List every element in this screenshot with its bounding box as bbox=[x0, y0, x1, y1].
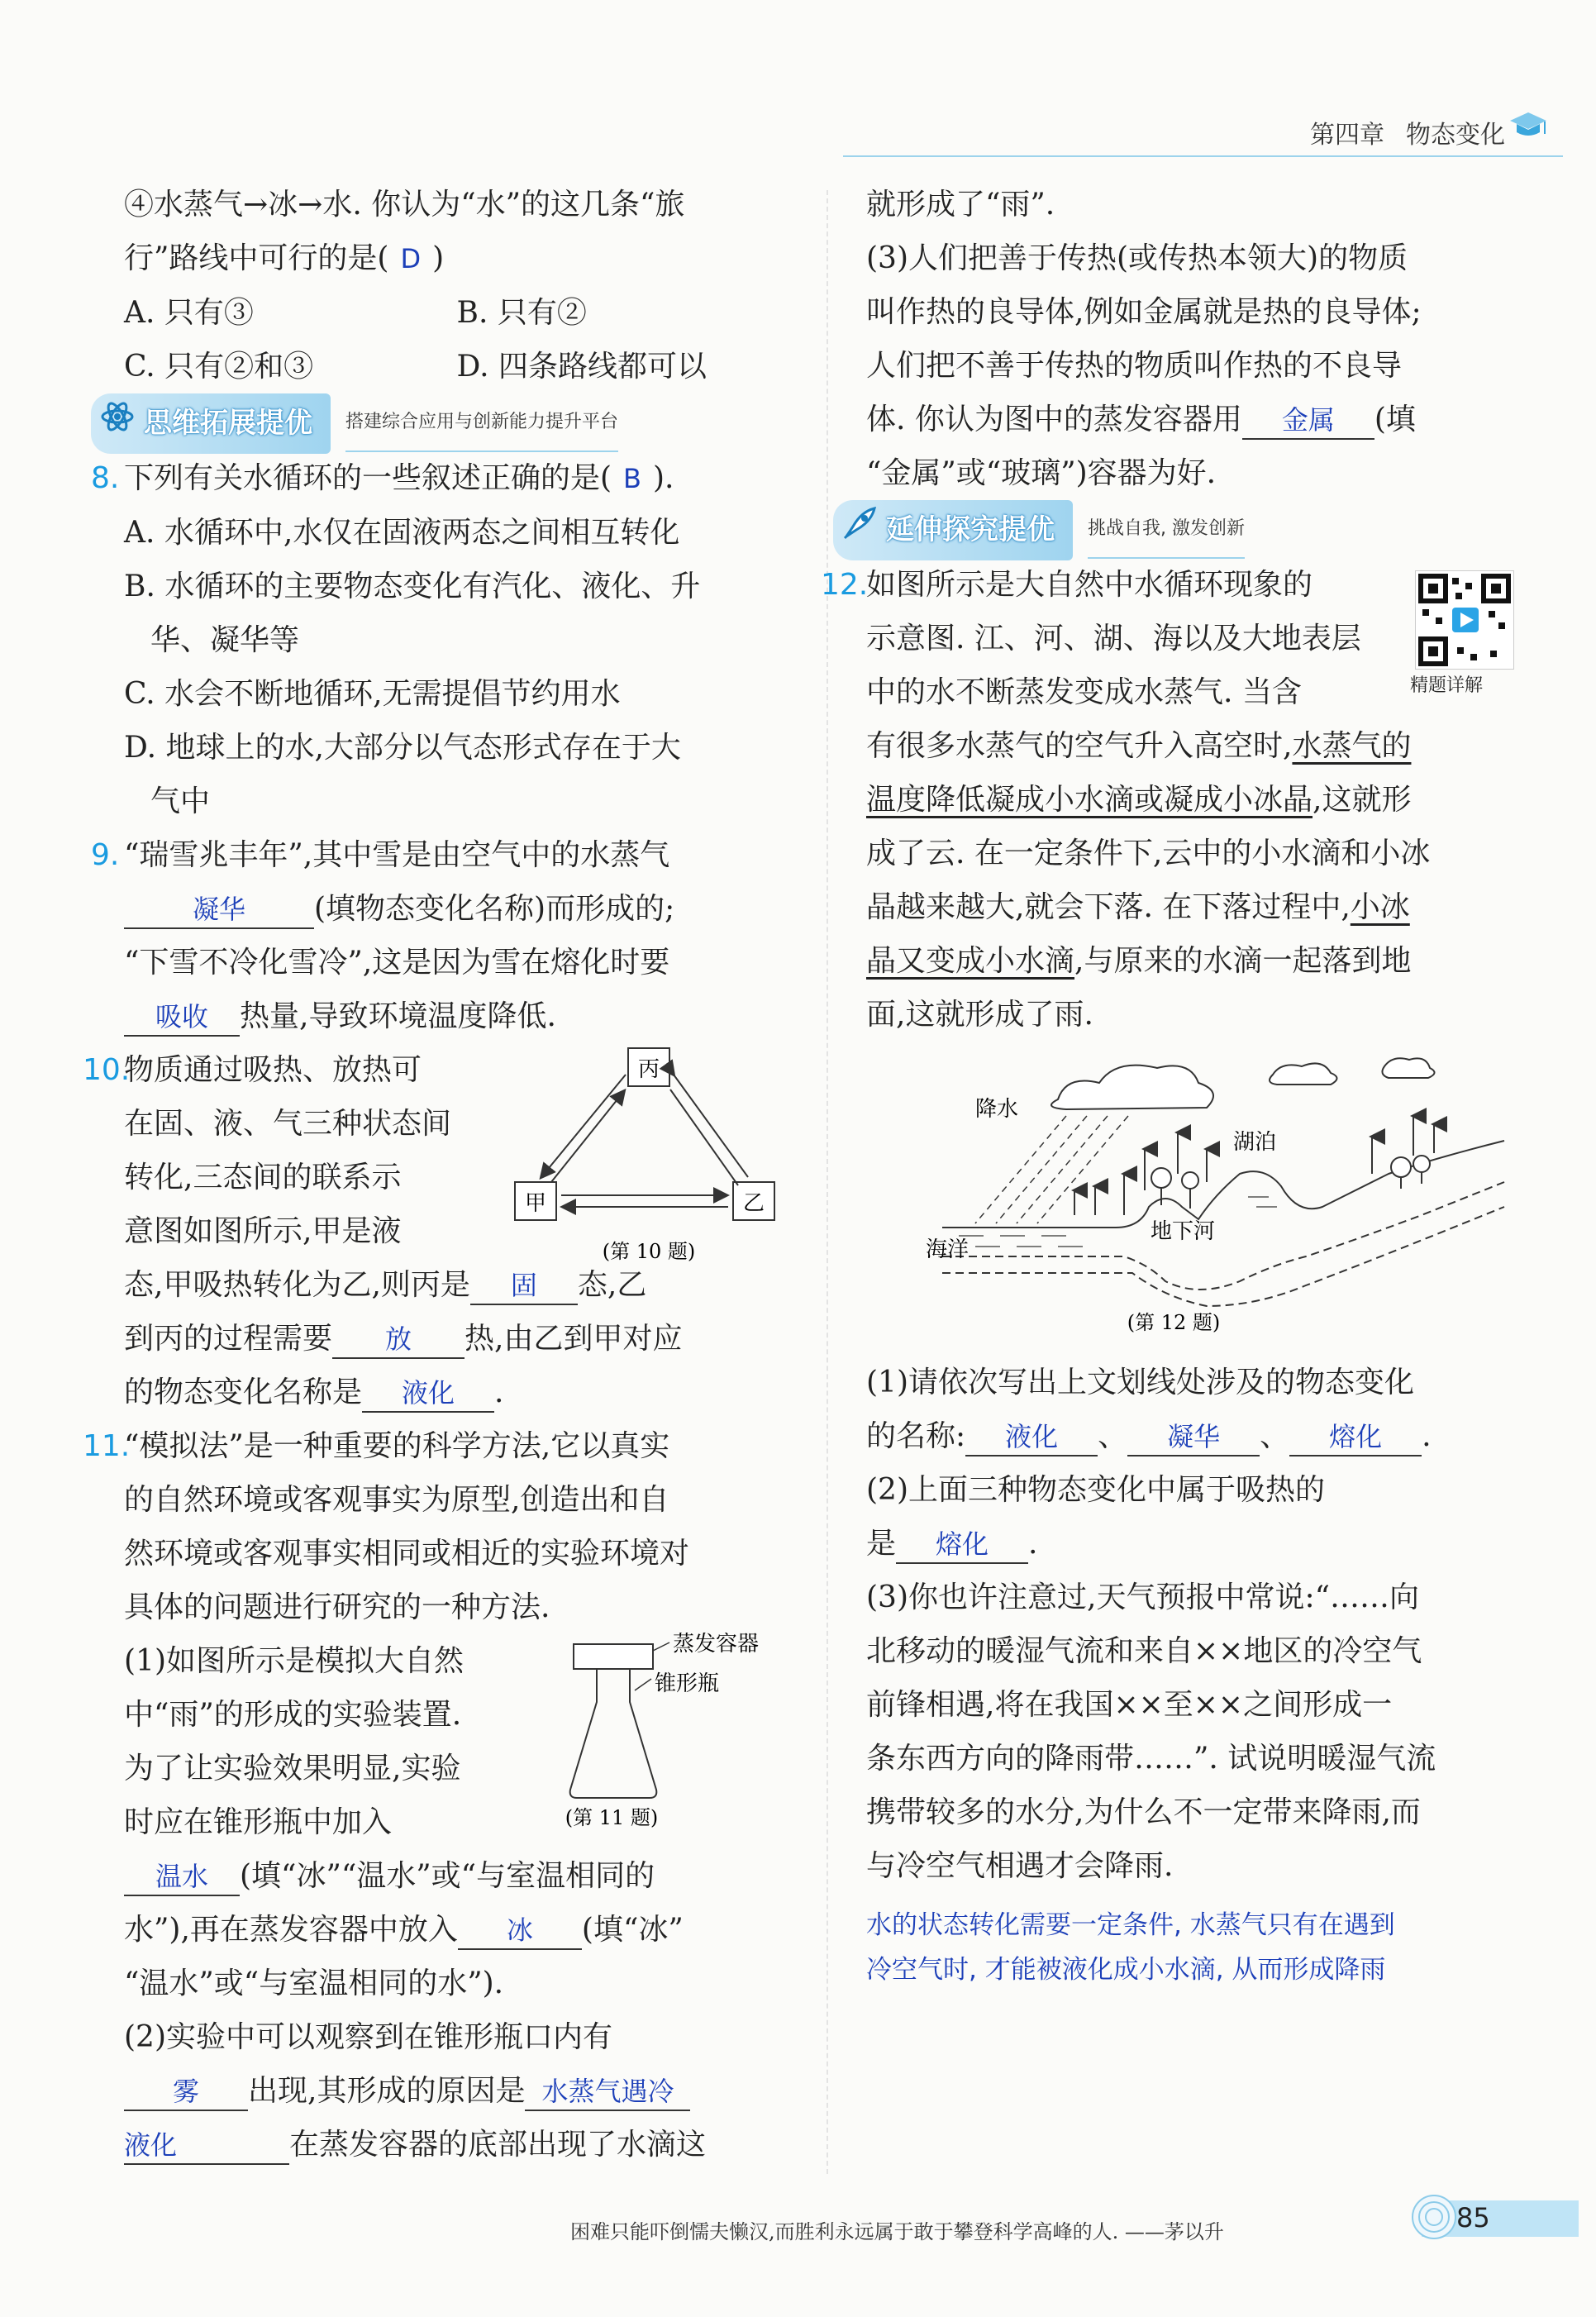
q12-p2-line: 是 熔化 . bbox=[866, 1517, 1519, 1571]
q12-underline-2b: 晶又变成小水滴 bbox=[866, 944, 1075, 978]
q12-underline-1: 水蒸气的 bbox=[1292, 729, 1412, 763]
q11-line: 雾 出现,其形成的原因是 水蒸气遇冷 bbox=[124, 2064, 789, 2118]
q11-p3-line: 人们把不善于传热的物质叫作热的不良导 bbox=[866, 349, 1403, 383]
q11-p3-line: 体. 你认为图中的蒸发容器用 金属 (填 bbox=[866, 393, 1519, 446]
q10-line: 的物态变化名称是 液化 . bbox=[124, 1366, 789, 1419]
q10-answer-3: 液化 bbox=[402, 1377, 455, 1409]
q7-answer: D bbox=[400, 243, 422, 274]
q12-line: 有很多水蒸气的空气升入高空时,水蒸气的 bbox=[866, 729, 1412, 763]
q11-answer-4: 水蒸气遇冷 bbox=[541, 2076, 674, 2107]
q7-line: ④水蒸气→冰→水. 你认为“水”的这几条“旅 bbox=[124, 188, 685, 222]
fig11-label-flask: 锥形瓶 bbox=[655, 1671, 720, 1696]
chapter-title: 物态变化 bbox=[1406, 121, 1505, 150]
option-d: D. 四条路线都可以 bbox=[456, 350, 707, 384]
q12-answer-text: 冷空气时, 才能被液化成小水滴, 从而形成降雨 bbox=[866, 1955, 1386, 1985]
q12-line: 示意图. 江、河、湖、海以及大地表层 bbox=[866, 622, 1361, 656]
q9-line: 9. “瑞雪兆丰年”,其中雪是由空气中的水蒸气 bbox=[91, 838, 670, 872]
q11-cont-line: 就形成了“雨”. bbox=[866, 188, 1055, 222]
column-divider bbox=[827, 190, 828, 2174]
qr-caption: 精题详解 bbox=[1410, 675, 1484, 696]
q11-line: 11.“模拟法”是一种重要的科学方法,它以真实 bbox=[83, 1429, 670, 1463]
q12-p3-line: 条东西方向的降雨带……”. 试说明暖湿气流 bbox=[866, 1742, 1436, 1776]
q11-line: “温水”或“与室温相同的水”). bbox=[124, 1967, 504, 2000]
qr-code[interactable] bbox=[1415, 570, 1514, 670]
header-rule bbox=[843, 155, 1563, 157]
fig12-label-lake: 湖泊 bbox=[1233, 1130, 1277, 1155]
q11-p3-line: “金属”或“玻璃”)容器为好. bbox=[866, 456, 1217, 490]
q8-stem: 8. 下列有关水循环的一些叙述正确的是( B ). bbox=[91, 461, 674, 495]
q9-line: “下雪不冷化雪冷”,这是因为雪在熔化时要 bbox=[124, 946, 670, 980]
q11-p3-line: 叫作热的良导体,例如金属就是热的良导体; bbox=[866, 295, 1422, 329]
section-banner-thinking bbox=[91, 397, 789, 450]
q12-p3-line: 携带较多的水分,为什么不一定带来降雨,而 bbox=[866, 1795, 1421, 1829]
q10-answer-1: 固 bbox=[510, 1270, 537, 1301]
q11-line: 的自然环境或客观事实为原型,创造出和自 bbox=[124, 1483, 669, 1517]
q11-line: 时应在锥形瓶中加入 bbox=[124, 1805, 393, 1839]
fig11-label-container: 蒸发容器 bbox=[673, 1633, 760, 1657]
q7-options-row bbox=[124, 286, 789, 340]
fig12-label-rain: 降水 bbox=[975, 1097, 1019, 1122]
q12-p2-line: (2)上面三种物态变化中属于吸热的 bbox=[866, 1473, 1325, 1507]
q10-answer-2: 放 bbox=[385, 1323, 412, 1355]
q12-line: 温度降低凝成小水滴或凝成小冰晶,这就形 bbox=[866, 783, 1412, 817]
q11-line: 然环境或客观事实相同或相近的实验环境对 bbox=[124, 1537, 690, 1571]
fig10-label-jia: 甲 bbox=[524, 1191, 547, 1216]
q11-p3-line: (3)人们把善于传热(或传热本领大)的物质 bbox=[866, 241, 1408, 275]
page-number: 85 bbox=[1456, 2202, 1490, 2234]
q12-answer-text: 水的状态转化需要一定条件, 水蒸气只有在遇到 bbox=[866, 1910, 1395, 1940]
q8-option-d-cont: 气中 bbox=[150, 784, 211, 818]
q7-options-row bbox=[124, 340, 789, 393]
fig10-label-bing: 丙 bbox=[637, 1057, 660, 1082]
q11-line: 液化 在蒸发容器的底部出现了水滴这 bbox=[124, 2118, 789, 2172]
banner-subtitle: 挑战自我, 激发创新 bbox=[1088, 502, 1245, 559]
q8-option-c: C. 水会不断地循环,无需提倡节约用水 bbox=[124, 677, 621, 711]
fig12-caption: (第 12 题) bbox=[1127, 1311, 1221, 1334]
q12-line: 中的水不断蒸发变成水蒸气. 当含 bbox=[866, 675, 1302, 709]
qr-pattern bbox=[1416, 571, 1513, 669]
q10-line: 到丙的过程需要 放 热,由乙到甲对应 bbox=[124, 1312, 789, 1366]
q12-underline-2: 小冰 bbox=[1350, 890, 1410, 924]
q10-line: 10.物质通过吸热、放热可 bbox=[83, 1053, 422, 1087]
q9-line: 吸收 热量,导致环境温度降低. bbox=[124, 989, 789, 1043]
q10-line: 意图如图所示,甲是液 bbox=[124, 1214, 402, 1248]
option-b: B. 只有② bbox=[456, 296, 587, 330]
q11-line: 水”),再在蒸发容器中放入 冰 (填“冰” bbox=[124, 1903, 789, 1957]
q11-line: 具体的问题进行研究的一种方法. bbox=[124, 1590, 550, 1624]
q12-line: 面,这就形成了雨. bbox=[866, 998, 1093, 1032]
q10-line: 态,甲吸热转化为乙,则丙是 固 态,乙 bbox=[124, 1258, 789, 1312]
q12-line: 晶又变成小水滴,与原来的水滴一起落到地 bbox=[866, 944, 1412, 978]
q12-p3-line: 北移动的暖湿气流和来自××地区的冷空气 bbox=[866, 1634, 1422, 1668]
section-banner-extend bbox=[833, 503, 1519, 556]
q12-line: 12.如图所示是大自然中水循环现象的 bbox=[821, 568, 1313, 602]
q9-line: 凝华 (填物态变化名称)而形成的; bbox=[124, 882, 789, 936]
rocket-icon bbox=[841, 505, 878, 541]
q12-answer-4: 熔化 bbox=[936, 1528, 989, 1560]
q11-line: 为了让实验效果明显,实验 bbox=[124, 1752, 461, 1785]
footer-quote: 困难只能吓倒懦夫懒汉,而胜利永远属于敢于攀登科学高峰的人. ——茅以升 bbox=[570, 2220, 1224, 2243]
option-a: A. 只有③ bbox=[124, 296, 254, 330]
banner-title: 思维拓展提优 bbox=[91, 393, 331, 454]
q11-line: (2)实验中可以观察到在锥形瓶口内有 bbox=[124, 2020, 612, 2054]
q11-answer-2: 冰 bbox=[506, 1914, 533, 1946]
fig11-apparatus bbox=[562, 1633, 793, 1831]
fig10-label-yi: 乙 bbox=[742, 1191, 765, 1216]
chapter-number: 第四章 bbox=[1310, 121, 1384, 150]
banner-subtitle: 搭建综合应用与创新能力提升平台 bbox=[345, 395, 618, 452]
q12-p3-line: (3)你也许注意过,天气预报中常说:“……向 bbox=[866, 1580, 1419, 1614]
q8-option-b: B. 水循环的主要物态变化有汽化、液化、升 bbox=[124, 570, 701, 603]
q8-option-d: D. 地球上的水,大部分以气态形式存在于大 bbox=[124, 731, 681, 765]
q11-line: (1)如图所示是模拟大自然 bbox=[124, 1644, 464, 1678]
fig10-caption: (第 10 题) bbox=[602, 1240, 696, 1263]
fig12-label-sea: 海洋 bbox=[926, 1237, 970, 1262]
q12-p1-line: (1)请依次写出上文划线处涉及的物态变化 bbox=[866, 1366, 1414, 1399]
q10-line: 在固、液、气三种状态间 bbox=[124, 1107, 452, 1141]
q11-answer-6: 金属 bbox=[1281, 404, 1335, 436]
fig11-caption: (第 11 题) bbox=[565, 1806, 659, 1829]
q12-line: 晶越来越大,就会下落. 在下落过程中,小冰 bbox=[866, 890, 1410, 924]
q10-line: 转化,三态间的联系示 bbox=[124, 1161, 402, 1194]
page-spiral-icon bbox=[1409, 2192, 1459, 2242]
q9-answer-2: 吸收 bbox=[155, 1001, 208, 1032]
q8-option-b-cont: 华、凝华等 bbox=[150, 623, 300, 657]
q12-p3-line: 与冷空气相遇才会降雨. bbox=[866, 1849, 1174, 1883]
q11-answer-1: 温水 bbox=[155, 1861, 208, 1892]
q12-p3-line: 前锋相遇,将在我国××至××之间形成一 bbox=[866, 1688, 1393, 1722]
q11-line: 中“雨”的形成的实验装置. bbox=[124, 1698, 462, 1732]
q12-line: 成了云. 在一定条件下,云中的小水滴和小冰 bbox=[866, 837, 1431, 870]
q12-answer-1: 液化 bbox=[1005, 1421, 1059, 1452]
q12-underline-1b: 温度降低凝成小水滴或凝成小冰晶 bbox=[866, 783, 1313, 817]
q12-p1-line: 的名称: 液化 、 凝华 、 熔化 . bbox=[866, 1409, 1519, 1463]
chapter-header bbox=[1310, 114, 1505, 150]
graduation-cap-icon bbox=[1508, 109, 1548, 142]
fig10-state-diagram bbox=[508, 1042, 789, 1273]
q12-answer-3: 熔化 bbox=[1329, 1421, 1383, 1452]
q11-line: 温水 (填“冰”“温水”或“与室温相同的 bbox=[124, 1849, 789, 1903]
fig12-water-cycle bbox=[926, 1050, 1521, 1339]
banner-title: 延伸探究提优 bbox=[833, 500, 1073, 560]
q8-option-a: A. 水循环中,水仅在固液两态之间相互转化 bbox=[124, 516, 680, 550]
fig12-label-river: 地下河 bbox=[1151, 1219, 1216, 1244]
option-c: C. 只有②和③ bbox=[124, 350, 314, 384]
q8-answer: B bbox=[623, 463, 641, 494]
q11-answer-3: 雾 bbox=[172, 2076, 199, 2107]
atom-icon bbox=[99, 398, 136, 435]
q12-answer-2: 凝华 bbox=[1167, 1421, 1221, 1452]
q11-answer-5: 液化 bbox=[124, 2129, 178, 2161]
q9-answer-1: 凝华 bbox=[192, 894, 245, 925]
q7-line: 行”路线中可行的是( D ) bbox=[124, 241, 445, 275]
